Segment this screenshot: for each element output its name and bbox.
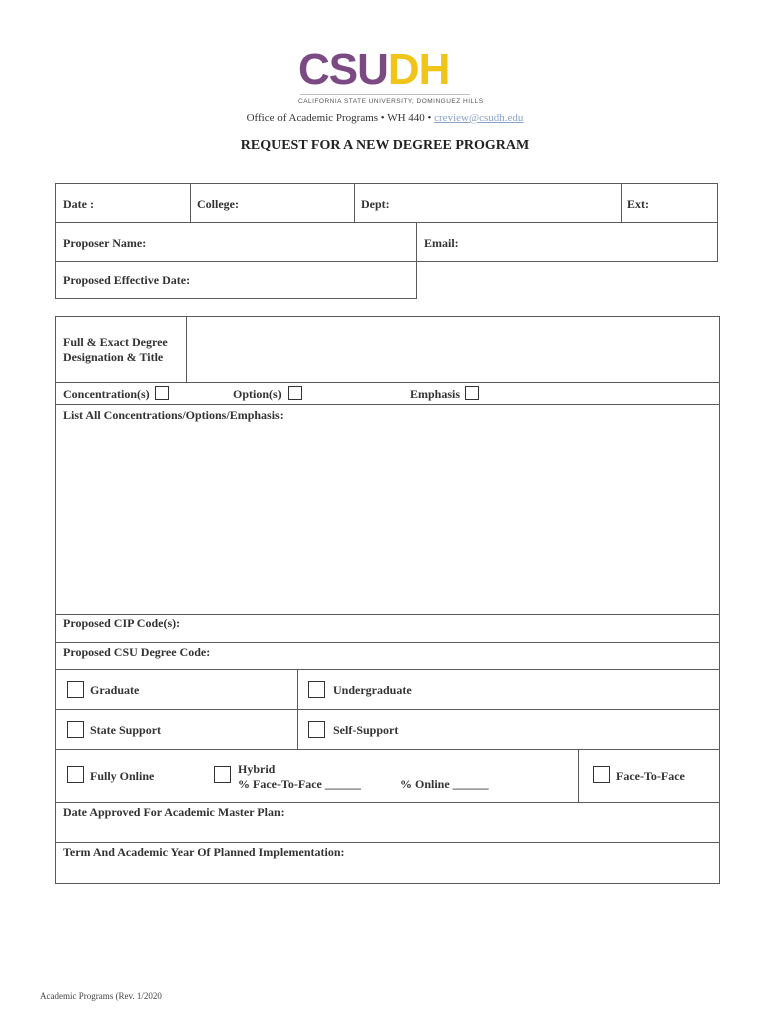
- csudh-logo: [298, 45, 474, 94]
- office-text: Office of Academic Programs • WH 440 •: [246, 112, 432, 124]
- row-divider: [55, 642, 720, 643]
- row-divider: [55, 842, 720, 843]
- fully-online-checkbox[interactable]: [67, 766, 84, 783]
- ext-field[interactable]: Ext:: [627, 197, 649, 211]
- list-all-textarea[interactable]: [57, 424, 717, 612]
- col-divider: [190, 183, 191, 222]
- col-divider: [416, 222, 417, 261]
- emphasis-label: Emphasis: [410, 387, 461, 401]
- col-divider: [621, 183, 622, 222]
- option-label: Option(s): [233, 387, 282, 401]
- office-email-link[interactable]: creview@csudh.edu: [434, 112, 524, 124]
- state-support-checkbox[interactable]: [67, 721, 84, 738]
- degree-title-label-2: Designation & Title: [63, 350, 164, 364]
- dept-field[interactable]: Dept:: [361, 197, 390, 211]
- degree-title-label: Full & Exact Degree: [63, 335, 168, 349]
- concentration-checkbox[interactable]: [155, 386, 169, 400]
- email-field[interactable]: Email:: [424, 236, 459, 250]
- emphasis-checkbox[interactable]: [465, 386, 479, 400]
- face-to-face-label: Face-To-Face: [616, 769, 685, 783]
- hybrid-checkbox[interactable]: [214, 766, 231, 783]
- row-divider: [55, 614, 720, 615]
- col-divider: [354, 183, 355, 222]
- degree-title-input[interactable]: [188, 318, 718, 380]
- page-title: REQUEST FOR A NEW DEGREE PROGRAM: [240, 138, 530, 153]
- self-support-label: Self-Support: [333, 723, 399, 737]
- undergraduate-checkbox[interactable]: [308, 681, 325, 698]
- state-support-label: State Support: [90, 723, 162, 737]
- graduate-checkbox[interactable]: [67, 681, 84, 698]
- date-field[interactable]: Date :: [63, 197, 94, 211]
- undergraduate-label: Undergraduate: [333, 683, 412, 697]
- csu-degree-code-field[interactable]: Proposed CSU Degree Code:: [63, 645, 211, 659]
- proposer-name-field[interactable]: Proposer Name:: [63, 236, 147, 250]
- fully-online-label: Fully Online: [90, 769, 155, 783]
- option-checkbox[interactable]: [288, 386, 302, 400]
- concentration-label: Concentration(s): [63, 387, 150, 401]
- self-support-checkbox[interactable]: [308, 721, 325, 738]
- logo-divider: [300, 94, 470, 95]
- row-divider: [55, 382, 720, 383]
- graduate-label: Graduate: [90, 683, 140, 697]
- row-divider: [55, 802, 720, 803]
- cip-code-field[interactable]: Proposed CIP Code(s):: [63, 616, 181, 630]
- college-field[interactable]: College:: [197, 197, 239, 211]
- row-divider: [55, 709, 720, 710]
- hybrid-label: Hybrid: [238, 762, 276, 776]
- col-divider: [297, 669, 298, 749]
- online-percent-field[interactable]: % Online ______: [400, 777, 489, 791]
- col-divider: [186, 316, 187, 382]
- face-to-face-percent-field[interactable]: % Face-To-Face ______: [238, 777, 361, 791]
- row-divider: [55, 749, 720, 750]
- office-line: [0, 112, 770, 124]
- footer-revision: Academic Programs (Rev. 1/2020: [40, 991, 162, 1001]
- master-plan-date-field[interactable]: Date Approved For Academic Master Plan:: [63, 805, 285, 819]
- list-all-label: List All Concentrations/Options/Emphasis:: [63, 408, 284, 422]
- effective-date-field[interactable]: Proposed Effective Date:: [63, 273, 191, 287]
- logo-wordmark: CSUDH: [298, 45, 450, 94]
- planned-term-field[interactable]: Term And Academic Year Of Planned Implementation:: [63, 845, 345, 859]
- col-divider: [578, 749, 579, 802]
- row-divider: [55, 404, 720, 405]
- row-divider: [55, 669, 720, 670]
- logo-subtitle: CALIFORNIA STATE UNIVERSITY, DOMINGUEZ HILLS: [298, 98, 484, 105]
- face-to-face-checkbox[interactable]: [593, 766, 610, 783]
- row-divider: [55, 222, 718, 223]
